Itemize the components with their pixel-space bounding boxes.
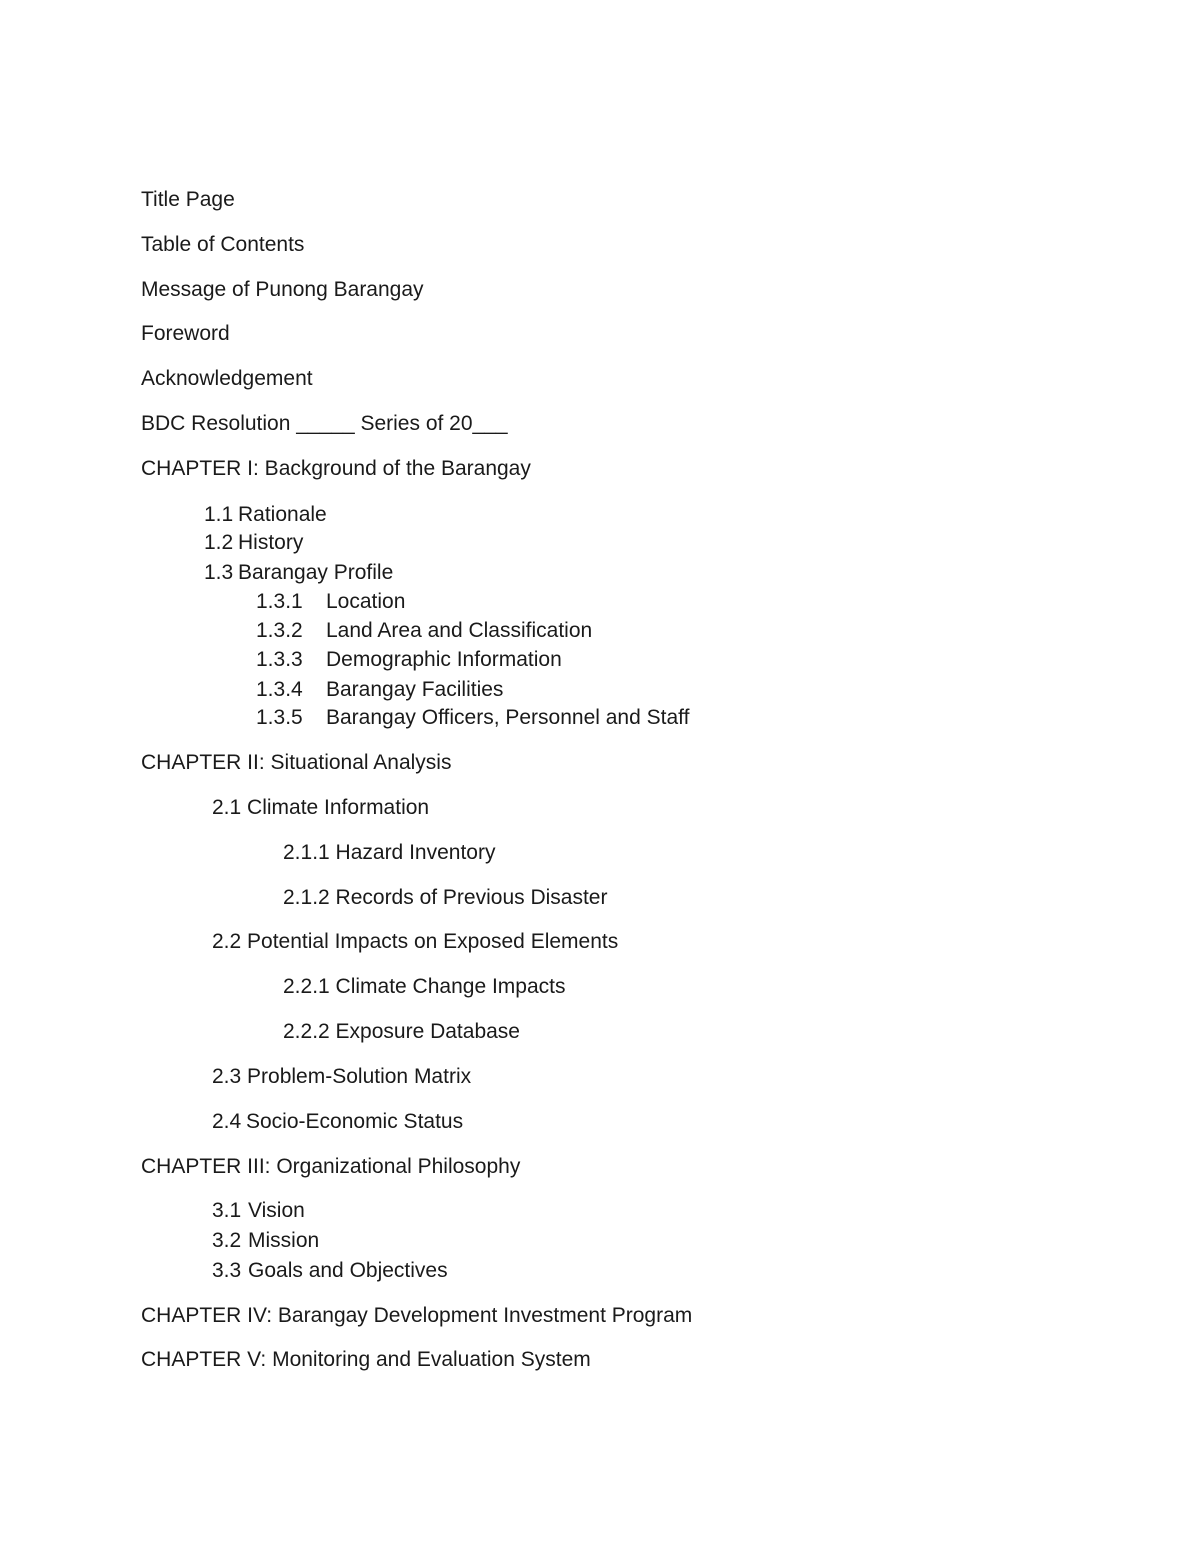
toc-entry-2-1: 2.1 Climate Information — [212, 796, 430, 819]
section-number: 1.3.2 — [256, 619, 303, 642]
section-label: Barangay Facilities — [326, 678, 504, 701]
section-label: Barangay Profile — [238, 561, 394, 584]
chapter-2-heading: CHAPTER II: Situational Analysis — [141, 751, 452, 774]
chapter-1-heading: CHAPTER I: Background of the Barangay — [141, 457, 531, 480]
chapter-5-heading: CHAPTER V: Monitoring and Evaluation System — [141, 1348, 591, 1371]
section-label: Demographic Information — [326, 648, 562, 671]
toc-entry-2-2: 2.2 Potential Impacts on Exposed Elements — [212, 930, 619, 953]
section-label: Goals and Objectives — [248, 1259, 448, 1282]
section-number: 3.1 — [212, 1199, 242, 1222]
section-number: 1.3 — [204, 561, 234, 584]
toc-entry — [212, 1259, 448, 1283]
toc-message: Message of Punong Barangay — [141, 278, 424, 301]
toc-acknowledgement: Acknowledgement — [141, 367, 313, 390]
toc-entry-2-3: 2.3 Problem-Solution Matrix — [212, 1065, 472, 1088]
toc-entry — [204, 561, 393, 585]
section-number: 1.3.3 — [256, 648, 303, 671]
section-number: 1.1 — [204, 503, 234, 526]
section-number: 1.2 — [204, 531, 234, 554]
section-label: Socio-Economic Status — [246, 1110, 464, 1133]
section-label: Mission — [248, 1229, 320, 1252]
section-label: Vision — [248, 1199, 305, 1222]
toc-entry — [256, 590, 405, 614]
section-number: 3.3 — [212, 1259, 242, 1282]
toc-entry — [204, 503, 327, 527]
toc-foreword: Foreword — [141, 322, 230, 345]
toc-entry — [256, 648, 562, 672]
toc-entry-2-2-2: 2.2.2 Exposure Database — [283, 1020, 520, 1043]
toc-entry-2-1-1: 2.1.1 Hazard Inventory — [283, 841, 496, 864]
section-label: Barangay Officers, Personnel and Staff — [326, 706, 690, 729]
section-number: 1.3.1 — [256, 590, 303, 613]
toc-entry — [256, 619, 592, 643]
toc-entry-2-1-2: 2.1.2 Records of Previous Disaster — [283, 886, 608, 909]
toc-table-of-contents: Table of Contents — [141, 233, 305, 256]
toc-entry — [212, 1229, 319, 1253]
section-label: History — [238, 531, 304, 554]
toc-title-page: Title Page — [141, 188, 235, 211]
toc-entry — [256, 678, 503, 702]
toc-entry — [204, 531, 303, 555]
section-number: 1.3.4 — [256, 678, 303, 701]
section-number: 2.4 — [212, 1110, 242, 1133]
section-number: 1.3.5 — [256, 706, 303, 729]
section-number: 3.2 — [212, 1229, 242, 1252]
section-label: Location — [326, 590, 406, 613]
toc-entry — [212, 1199, 305, 1223]
section-label: Rationale — [238, 503, 327, 526]
toc-entry-2-4 — [212, 1110, 463, 1134]
toc-entry-2-2-1: 2.2.1 Climate Change Impacts — [283, 975, 566, 998]
section-label: Land Area and Classification — [326, 619, 593, 642]
chapter-4-heading: CHAPTER IV: Barangay Development Investment Program — [141, 1304, 693, 1327]
toc-entry — [256, 706, 689, 730]
chapter-3-heading: CHAPTER III: Organizational Philosophy — [141, 1155, 521, 1178]
toc-bdc-resolution: BDC Resolution _____ Series of 20___ — [141, 412, 508, 435]
